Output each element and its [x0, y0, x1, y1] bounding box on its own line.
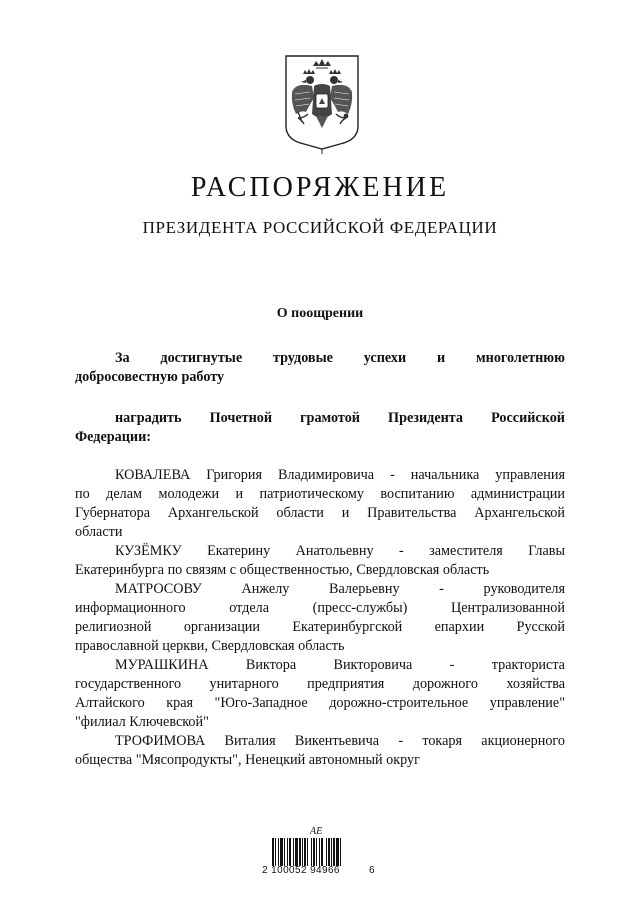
handwritten-initials: АЕ	[310, 826, 323, 837]
awardee-item	[75, 542, 565, 580]
awardee-line: МУРАШКИНА Виктора Викторовича - тракториста	[115, 657, 565, 673]
awardee-line: государственного унитарного предприятия дорожного хозяйства	[75, 676, 565, 692]
barcode-bar	[299, 838, 301, 866]
awardee-item	[75, 732, 565, 770]
barcode-bar	[336, 838, 339, 866]
barcode-bar	[321, 838, 323, 866]
barcode-bar	[307, 838, 308, 866]
barcode-bar	[289, 838, 291, 866]
awardee-line: МАТРОСОВУ Анжелу Валерьевну - руководителя	[115, 581, 565, 597]
reason-paragraph	[75, 349, 565, 387]
awardee-line: "филиал Ключевской"	[75, 714, 209, 730]
awardee-item	[75, 466, 565, 542]
awardee-list	[75, 466, 565, 770]
barcode-bar	[313, 838, 315, 866]
barcode-bar	[331, 838, 332, 866]
reason-line: добросовестную работу	[75, 369, 225, 385]
barcode-bar	[302, 838, 303, 866]
awardee-line: общества "Мясопродукты", Ненецкий автономный округ	[75, 752, 420, 768]
issuer-title: ПРЕЗИДЕНТА РОССИЙСКОЙ ФЕДЕРАЦИИ	[142, 218, 498, 237]
barcode-bar	[319, 838, 320, 866]
barcode-bar	[275, 838, 276, 866]
barcode-bar	[284, 838, 285, 866]
awardee-item	[75, 656, 565, 732]
document-heading: О поощрении	[276, 306, 364, 321]
awardee-line: Губернатора Архангельской области и Правительства Архангельской	[75, 505, 565, 521]
barcode-bar	[280, 838, 283, 866]
awardee-line: области	[75, 524, 123, 540]
barcode-bar	[340, 838, 341, 866]
awardee-line: информационного отдела (пресс-службы) Централизованной	[75, 600, 565, 616]
awardee-line: Екатеринбурга по связям с общественностью, Свердловская область	[75, 562, 490, 578]
barcode-check-digit: 6	[369, 865, 375, 876]
awardee-item	[75, 580, 565, 656]
awardee-line: КУЗЁМКУ Екатерину Анатольевну - заместителя Главы	[115, 543, 565, 559]
barcode-bar	[328, 838, 330, 866]
award-line: наградить Почетной грамотой Президента Российской	[115, 410, 565, 426]
awardee-line: КОВАЛЕВА Григория Владимировича - начальника управления	[115, 467, 565, 483]
barcode-bar	[326, 838, 327, 866]
barcode-bar	[278, 838, 279, 866]
reason-line: За достигнутые трудовые успехи и многолетнюю	[115, 350, 565, 366]
award-line: Федерации:	[75, 429, 152, 445]
barcode-bar	[333, 838, 335, 866]
barcode-bar	[295, 838, 298, 866]
awardee-line: религиозной организации Екатеринбургской епархии Русской	[75, 619, 565, 635]
awardee-line: православной церкви, Свердловская область	[75, 638, 345, 654]
awardee-line: по делам молодежи и патриотическому воспитанию администрации	[75, 486, 565, 502]
awardee-line: Алтайского края "Юго-Западное дорожно-строительное управление"	[75, 695, 565, 711]
barcode-bar	[293, 838, 294, 866]
barcode-bar	[316, 838, 317, 866]
barcode-icon	[270, 838, 374, 866]
barcode-bar	[287, 838, 288, 866]
award-paragraph	[75, 409, 565, 447]
barcode-bar	[304, 838, 306, 866]
document-type-title: РАСПОРЯЖЕНИЕ	[190, 172, 450, 203]
barcode-number: 2 100052 94966	[262, 865, 340, 876]
coat-of-arms-icon	[282, 52, 362, 156]
awardee-line: ТРОФИМОВА Виталия Викентьевича - токаря акционерного	[115, 733, 565, 749]
barcode-bar	[272, 838, 274, 866]
barcode-bar	[311, 838, 312, 866]
